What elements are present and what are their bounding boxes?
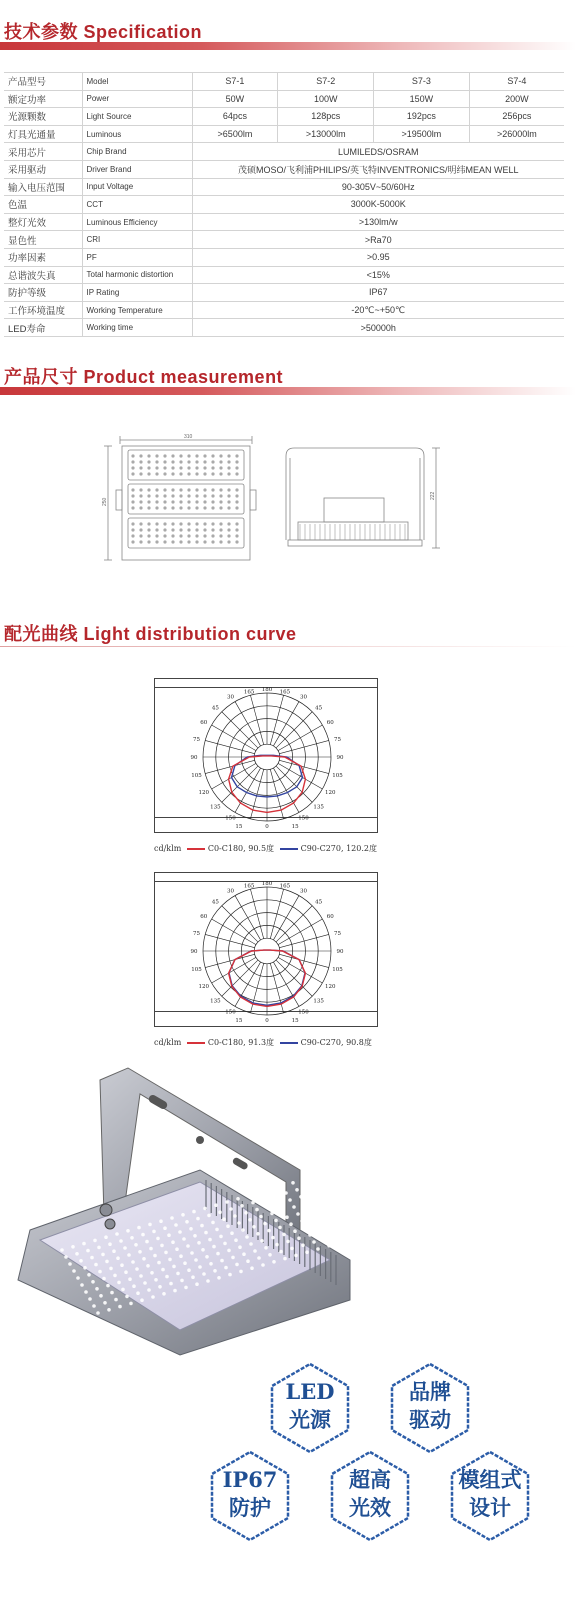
spec-value: 150W [374, 90, 470, 108]
feature-badge [210, 1450, 290, 1542]
legend-label: C0-C180, 90.5度 [207, 844, 275, 853]
spec-label-en: Working time [82, 319, 192, 337]
spec-label-cn: LED寿命 [4, 319, 82, 337]
section-divider [0, 42, 576, 50]
polar-grid-ray [273, 702, 299, 746]
polar-angle-label: 15 [235, 824, 243, 830]
spec-row [4, 301, 564, 319]
spec-value: S7-3 [374, 73, 470, 91]
polar-grid-ray [235, 768, 261, 812]
polar-grid-ray [273, 768, 299, 812]
spec-label-en: IP Rating [82, 284, 192, 302]
polar-angle-label: 90 [190, 949, 198, 955]
spec-row [4, 319, 564, 337]
spec-value: S7-4 [469, 73, 564, 91]
polar-grid-ray [276, 712, 312, 748]
spec-label-en: Total harmonic distortion [82, 266, 192, 284]
polar-grid-ray [212, 725, 256, 751]
spec-value: S7-2 [278, 73, 374, 91]
polar-grid-ray [235, 702, 261, 746]
legend-unit: cd/klm [154, 1038, 182, 1047]
polar-angle-label: 105 [332, 967, 343, 974]
measurement-section-title: 产品尺寸 Product measurement [4, 367, 284, 387]
spec-value: >6500lm [192, 125, 278, 143]
polar-grid-ray [205, 740, 254, 753]
spec-label-en: Chip Brand [82, 143, 192, 161]
spec-value: >Ra70 [192, 231, 564, 249]
polar-angle-label: 120 [324, 790, 336, 796]
spec-table [4, 72, 564, 337]
polar-grid-ray [279, 760, 328, 773]
spec-value: <15% [192, 266, 564, 284]
polar-grid-ray [222, 960, 258, 996]
polar-angle-label: 135 [313, 998, 324, 1005]
polar-grid-ray [250, 695, 263, 744]
badge-line-1: LED [285, 1379, 335, 1404]
badge-line-2: 光效 [349, 1495, 391, 1520]
spec-label-en: Light Source [82, 108, 192, 126]
spec-value: 50W [192, 90, 278, 108]
spec-label-cn: 显色性 [4, 231, 82, 249]
polar-grid-ray [212, 919, 256, 945]
polar-grid-ray [276, 906, 312, 942]
polar-angle-label: 75 [334, 930, 342, 937]
spec-value: 3000K-5000K [192, 196, 564, 214]
polar-angle-label: 60 [326, 914, 334, 920]
badge-line-1: 模组式 [458, 1467, 522, 1492]
polar-angle-label: 165 [243, 689, 255, 696]
spec-label-cn: 工作环境温度 [4, 301, 82, 319]
polar-grid-ray [222, 712, 258, 748]
polar-grid-ray [278, 919, 322, 945]
polar-angle-label: 150 [225, 1009, 236, 1016]
polar-angle-label: 180 [261, 687, 273, 693]
spec-label-en: Working Temperature [82, 301, 192, 319]
spec-label-en: PF [82, 248, 192, 266]
spec-label-cn: 色温 [4, 196, 82, 214]
spec-label-cn: 灯具光通量 [4, 125, 82, 143]
polar-angle-label: 75 [192, 736, 200, 743]
spec-label-cn: 产品型号 [4, 73, 82, 91]
polar-angle-label: 45 [315, 899, 323, 906]
spec-row [4, 125, 564, 143]
spec-label-en: CCT [82, 196, 192, 214]
polar-angle-label: 30 [300, 888, 307, 895]
legend-label: C0-C180, 91.3度 [207, 1038, 275, 1047]
polar-grid-ray [270, 695, 283, 744]
spec-label-cn: 功率因素 [4, 248, 82, 266]
polar-angle-label: 75 [192, 930, 200, 937]
spec-value: IP67 [192, 284, 564, 302]
polar-angle-label: 120 [198, 790, 210, 796]
spec-row [4, 90, 564, 108]
legend-swatch-red [187, 848, 205, 850]
spec-row [4, 231, 564, 249]
spec-label-cn: 光源颗数 [4, 108, 82, 126]
polar-grid-ray [205, 934, 254, 947]
product-dimension-drawing [100, 428, 440, 568]
spec-value: >26000lm [469, 125, 564, 143]
spec-label-en: Input Voltage [82, 178, 192, 196]
spec-label-cn: 额定功率 [4, 90, 82, 108]
polar-angle-label: 135 [210, 804, 221, 811]
polar-grid-ray [235, 896, 261, 940]
spec-value: >50000h [192, 319, 564, 337]
section-divider [0, 646, 576, 647]
spec-value: 茂硕MOSO/飞利浦PHILIPS/英飞特INVENTRONICS/明纬MEAN WELL [192, 160, 564, 178]
polar-angle-label: 150 [298, 815, 309, 822]
spec-label-en: Luminous Efficiency [82, 213, 192, 231]
polar-legend-1 [154, 843, 377, 854]
polar-angle-label: 120 [198, 984, 210, 990]
spec-row [4, 178, 564, 196]
feature-badge [390, 1362, 470, 1454]
polar-chart-2 [154, 872, 378, 1027]
spec-section-title: 技术参数 Specification [4, 22, 203, 42]
legend-swatch-blue [280, 1042, 298, 1044]
polar-grid-ray [279, 954, 328, 967]
spec-label-cn: 采用芯片 [4, 143, 82, 161]
polar-grid-ray [205, 954, 254, 967]
polar-angle-label: 45 [211, 705, 219, 712]
polar-angle-label: 45 [315, 705, 323, 712]
polar-angle-label: 165 [243, 883, 255, 890]
spec-row [4, 73, 564, 91]
polar-angle-label: 75 [334, 736, 342, 743]
polar-angle-label: 90 [336, 755, 344, 761]
polar-legend-2 [154, 1037, 372, 1048]
badge-line-2: 光源 [289, 1407, 331, 1432]
badge-line-1: IP67 [222, 1467, 278, 1492]
spec-row [4, 266, 564, 284]
polar-grid-ray [279, 934, 328, 947]
polar-angle-label: 60 [200, 914, 208, 920]
spec-row [4, 284, 564, 302]
spec-value: LUMILEDS/OSRAM [192, 143, 564, 161]
legend-swatch-red [187, 1042, 205, 1044]
polar-angle-label: 30 [227, 694, 234, 701]
spec-label-cn: 采用驱动 [4, 160, 82, 178]
polar-angle-label: 105 [332, 773, 343, 780]
polar-grid-ray [205, 760, 254, 773]
polar-grid-ray [276, 960, 312, 996]
spec-value: >13000lm [278, 125, 374, 143]
spec-row [4, 213, 564, 231]
polar-grid-ray [222, 906, 258, 942]
legend-unit: cd/klm [154, 844, 182, 853]
legend-label: C90-C270, 90.8度 [300, 1038, 372, 1047]
badge-line-2: 驱动 [409, 1407, 451, 1432]
polar-grid-ray [278, 725, 322, 751]
spec-row [4, 108, 564, 126]
spec-label-en: Driver Brand [82, 160, 192, 178]
polar-angle-label: 15 [291, 824, 299, 830]
polar-angle-label: 105 [191, 773, 202, 780]
spec-value: 100W [278, 90, 374, 108]
width-dimension-label: 310 [184, 434, 193, 440]
curve-section-title: 配光曲线 Light distribution curve [4, 624, 297, 644]
legend-swatch-blue [280, 848, 298, 850]
polar-angle-label: 180 [261, 881, 273, 887]
polar-grid-ray [222, 766, 258, 802]
product-image [0, 1060, 576, 1360]
legend-label: C90-C270, 120.2度 [300, 844, 377, 853]
polar-angle-label: 135 [313, 804, 324, 811]
feature-badge [270, 1362, 350, 1454]
polar-grid-ray [279, 740, 328, 753]
polar-chart-1 [154, 678, 378, 833]
polar-angle-label: 165 [279, 883, 291, 890]
polar-angle-label: 90 [190, 755, 198, 761]
spec-label-en: Model [82, 73, 192, 91]
section-divider [0, 387, 576, 395]
spec-value: -20℃~+50℃ [192, 301, 564, 319]
spec-label-cn: 总谐波失真 [4, 266, 82, 284]
spec-label-cn: 整灯光效 [4, 213, 82, 231]
spec-value: >19500lm [374, 125, 470, 143]
polar-angle-label: 30 [300, 694, 307, 701]
polar-angle-label: 165 [279, 689, 291, 696]
height-dimension-label: 250 [102, 497, 108, 506]
badge-line-2: 设计 [469, 1495, 511, 1520]
spec-label-cn: 防护等级 [4, 284, 82, 302]
spec-value: 192pcs [374, 108, 470, 126]
spec-label-en: CRI [82, 231, 192, 249]
polar-angle-label: 30 [227, 888, 234, 895]
polar-angle-label: 45 [211, 899, 219, 906]
polar-grid-ray [276, 766, 312, 802]
feature-badge [330, 1450, 410, 1542]
polar-angle-label: 90 [336, 949, 344, 955]
polar-grid-circle [254, 744, 280, 770]
badge-line-1: 品牌 [409, 1379, 451, 1404]
spec-value: >130lm/w [192, 213, 564, 231]
polar-grid-ray [250, 889, 263, 938]
polar-angle-label: 0 [265, 1018, 269, 1024]
polar-angle-label: 15 [291, 1018, 299, 1024]
polar-angle-label: 15 [235, 1018, 243, 1024]
polar-angle-label: 135 [210, 998, 221, 1005]
spec-value: 90-305V~50/60Hz [192, 178, 564, 196]
spec-value: 64pcs [192, 108, 278, 126]
spec-value: 200W [469, 90, 564, 108]
polar-angle-label: 150 [225, 815, 236, 822]
side-dimension-label: 222 [430, 491, 436, 500]
badge-line-2: 防护 [229, 1495, 271, 1520]
spec-value: >0.95 [192, 248, 564, 266]
polar-angle-label: 60 [200, 720, 208, 726]
badge-line-1: 超高 [349, 1467, 391, 1492]
spec-value: 128pcs [278, 108, 374, 126]
spec-row [4, 160, 564, 178]
polar-angle-label: 150 [298, 1009, 309, 1016]
spec-row [4, 196, 564, 214]
spec-label-en: Luminous [82, 125, 192, 143]
spec-label-en: Power [82, 90, 192, 108]
polar-grid-ray [273, 896, 299, 940]
spec-row [4, 143, 564, 161]
polar-angle-label: 120 [324, 984, 336, 990]
spec-value: 256pcs [469, 108, 564, 126]
spec-value: S7-1 [192, 73, 278, 91]
spec-label-cn: 输入电压范围 [4, 178, 82, 196]
polar-angle-label: 0 [265, 824, 269, 830]
polar-grid-ray [270, 889, 283, 938]
polar-angle-label: 60 [326, 720, 334, 726]
feature-badge [450, 1450, 530, 1542]
polar-angle-label: 105 [191, 967, 202, 974]
spec-row [4, 248, 564, 266]
